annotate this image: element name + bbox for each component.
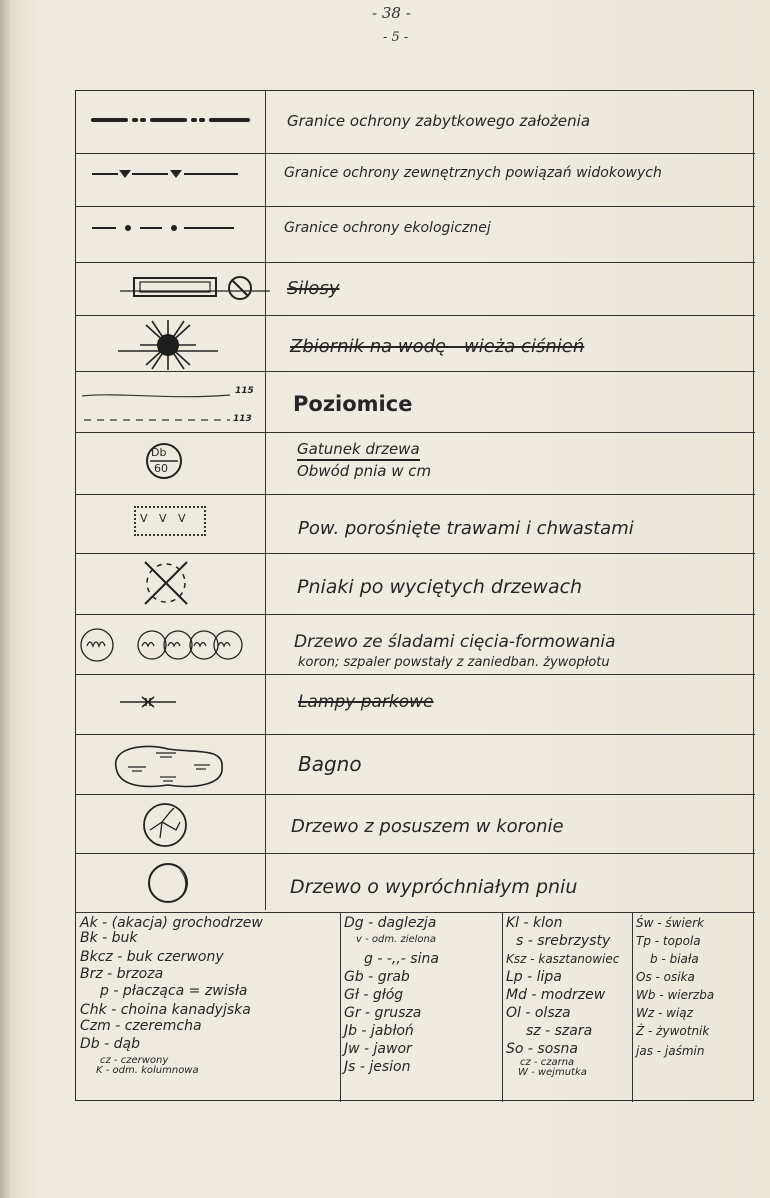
stump-icon xyxy=(136,557,196,609)
legend-label: Drzewo ze śladami cięcia-formowania xyxy=(294,632,616,652)
row-divider xyxy=(75,614,755,615)
legend-label: Drzewo z posuszem w koronie xyxy=(291,816,564,837)
dot-dash-line-icon xyxy=(88,218,248,238)
abbr-entry: Gr - grusza xyxy=(344,1005,422,1021)
legend-label: Granice ochrony ekologicznej xyxy=(284,220,491,236)
abbr-entry: Gł - głóg xyxy=(344,987,404,1003)
pruned-tree-icon xyxy=(78,626,248,664)
abbr-entry: Db - dąb xyxy=(80,1036,140,1052)
row-divider xyxy=(75,674,755,675)
abbr-entry: Św - świerk xyxy=(636,916,705,930)
row-divider xyxy=(75,432,755,433)
page-number-outer: - 38 - xyxy=(372,4,411,22)
row-divider xyxy=(75,734,755,735)
legend-label: Gatunek drzewa xyxy=(297,440,420,461)
legend-label: Granice ochrony zabytkowego założenia xyxy=(287,112,591,130)
row-divider xyxy=(75,853,755,854)
abbr-entry: jas - jaśmin xyxy=(636,1044,705,1058)
row-divider xyxy=(75,794,755,795)
legend-label: Zbiornik na wodę - wieża ciśnień xyxy=(290,336,585,357)
abbr-entry: K - odm. kolumnowa xyxy=(96,1065,199,1076)
abbr-entry: v - odm. zielona xyxy=(356,934,436,945)
abbr-entry: Dg - daglezja xyxy=(344,915,437,931)
row-divider xyxy=(75,912,755,913)
dash-dot-line-icon xyxy=(88,110,253,130)
contour-value: 113 xyxy=(233,414,252,424)
abbr-column-divider xyxy=(340,912,341,1102)
legend-label: Granice ochrony zewnętrznych powiązań widokowych xyxy=(284,165,662,181)
abbr-entry: cz - czarna xyxy=(520,1057,575,1068)
weeds-marks: V V V xyxy=(140,512,190,525)
page-number-inner: - 5 - xyxy=(383,30,409,45)
contour-value: 115 xyxy=(235,386,254,396)
abbr-entry: Lp - lipa xyxy=(506,969,562,985)
abbr-entry: Czm - czeremcha xyxy=(80,1018,202,1034)
silo-icon xyxy=(120,272,270,306)
swamp-icon xyxy=(106,739,230,793)
row-divider xyxy=(75,494,755,495)
abbr-entry: Gb - grab xyxy=(344,969,410,985)
row-divider xyxy=(75,153,755,154)
abbr-entry: Tp - topola xyxy=(636,934,701,948)
abbr-entry: Ż - żywotnik xyxy=(636,1024,710,1038)
hollow-trunk-icon xyxy=(145,860,191,906)
abbr-entry: Kl - klon xyxy=(506,915,563,931)
abbr-entry: Wz - wiąz xyxy=(636,1006,693,1020)
abbr-entry: Js - jesion xyxy=(344,1059,411,1075)
abbr-entry: Chk - choina kanadyjska xyxy=(80,1002,251,1018)
deadwood-tree-icon xyxy=(140,800,190,850)
legend-label-secondary: Obwód pnia w cm xyxy=(297,462,432,480)
legend-label: Pow. porośnięte trawami i chwastami xyxy=(298,518,634,539)
abbr-entry: Ol - olsza xyxy=(506,1005,571,1021)
legend-label: Poziomice xyxy=(293,392,413,416)
row-divider xyxy=(75,553,755,554)
abbr-entry: Os - osika xyxy=(636,970,695,984)
water-tower-icon xyxy=(118,318,218,372)
row-divider xyxy=(75,315,755,316)
abbr-entry: Ksz - kasztanowiec xyxy=(506,952,620,966)
row-divider xyxy=(75,206,755,207)
abbr-entry: W - wejmutka xyxy=(518,1067,587,1078)
legend-label: Lampy parkowe xyxy=(298,692,434,712)
legend-label: Pniaki po wyciętych drzewach xyxy=(297,576,583,598)
abbr-entry: Md - modrzew xyxy=(506,987,606,1003)
abbr-entry: Ak - (akacja) grochodrzew xyxy=(80,915,263,931)
park-lamp-icon xyxy=(118,694,178,710)
legend-label: Silosy xyxy=(287,278,340,299)
abbr-column-divider xyxy=(502,912,503,1102)
legend-label-secondary: koron; szpaler powstały z zaniedban. żywopłotu xyxy=(298,655,610,670)
abbr-entry: Bkcz - buk czerwony xyxy=(80,949,224,965)
abbr-entry: s - srebrzysty xyxy=(516,933,611,949)
legend-label: Bagno xyxy=(298,752,362,776)
column-divider xyxy=(265,90,266,910)
scan-page-edge xyxy=(0,0,10,1198)
row-divider xyxy=(75,262,755,263)
species-code: Db xyxy=(151,446,167,459)
legend-label: Drzewo o wypróchniałym pniu xyxy=(290,876,578,898)
circumference-value: 60 xyxy=(154,462,168,475)
abbr-entry: Brz - brzoza xyxy=(80,966,164,982)
abbr-entry: Jw - jawor xyxy=(344,1041,412,1057)
abbr-entry: Wb - wierzba xyxy=(636,988,715,1002)
abbr-entry: p - płacząca = zwisła xyxy=(100,983,248,999)
abbr-entry: Bk - buk xyxy=(80,930,138,946)
abbr-entry: g - -,,- sina xyxy=(364,951,439,967)
abbr-entry: So - sosna xyxy=(506,1041,579,1057)
abbr-entry: Jb - jabłoń xyxy=(344,1023,414,1039)
triangle-dash-line-icon xyxy=(88,163,248,185)
abbr-column-divider xyxy=(632,912,633,1102)
abbr-entry: sz - szara xyxy=(526,1023,593,1039)
abbr-entry: cz - czerwony xyxy=(100,1055,169,1066)
abbr-entry: b - biała xyxy=(650,952,699,966)
